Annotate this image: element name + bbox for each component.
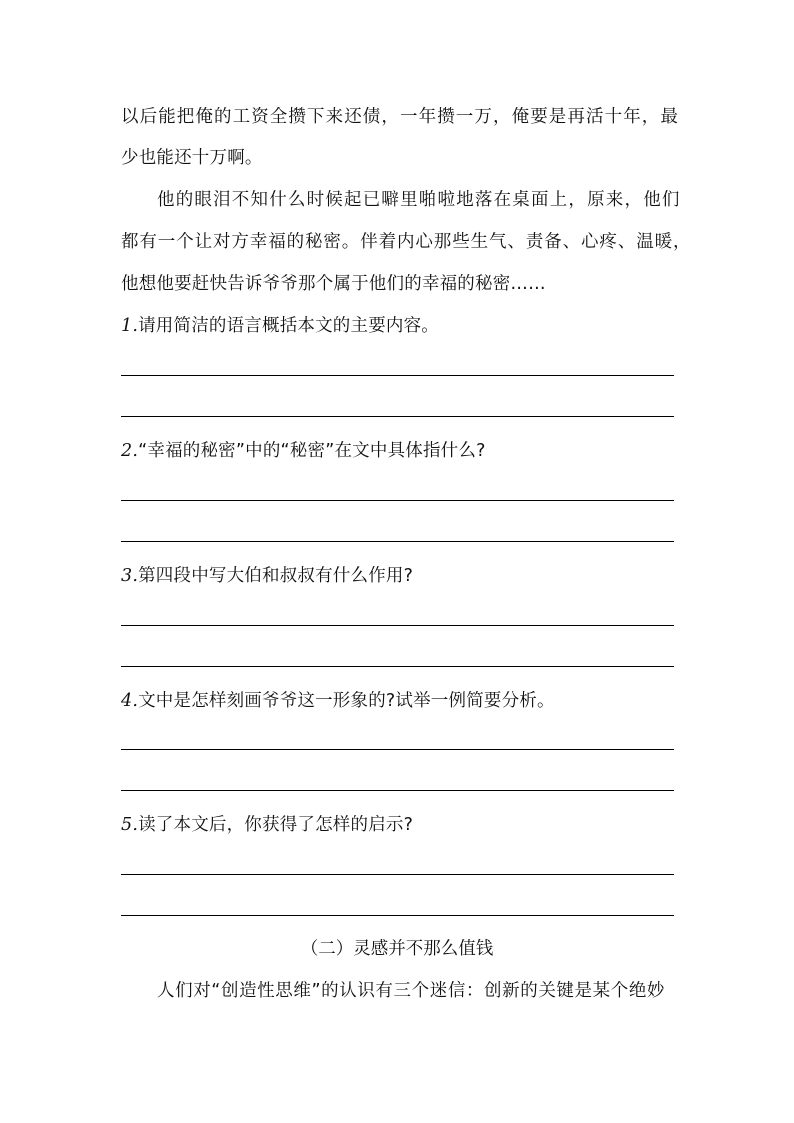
question-text: 文中是怎样刻画爷爷这一形象的?试举一例简要分析。 bbox=[138, 691, 555, 711]
passage-line bbox=[121, 105, 681, 129]
question-text: “幸福的秘密”中的“秘密”在文中具体指什么? bbox=[138, 441, 486, 461]
question-number: 2. bbox=[121, 441, 139, 461]
question-number: 5. bbox=[121, 815, 139, 835]
answer-line bbox=[121, 666, 674, 667]
answer-line bbox=[121, 790, 674, 791]
answer-line bbox=[121, 749, 674, 750]
question-4 bbox=[121, 689, 681, 713]
answer-line bbox=[121, 625, 674, 626]
answer-line bbox=[121, 541, 674, 542]
question-number: 4. bbox=[121, 691, 139, 711]
answer-line bbox=[121, 416, 674, 417]
question-2 bbox=[121, 439, 681, 463]
answer-line bbox=[121, 375, 674, 376]
answer-line bbox=[121, 500, 674, 501]
question-3 bbox=[121, 564, 681, 588]
question-5 bbox=[121, 813, 681, 837]
passage-paragraph-start: 他的眼泪不知什么时候起已噼里啪啦地落在桌面上，原来，他们 bbox=[157, 190, 681, 210]
question-text: 第四段中写大伯和叔叔有什么作用? bbox=[138, 566, 414, 586]
passage-line: 他想他要赶快告诉爷爷那个属于他们的幸福的秘密…… bbox=[121, 274, 546, 294]
answer-line bbox=[121, 874, 674, 875]
passage-text: 以后能把俺的工资全攒下来还债，一年攒一万，俺要是再活十年，最 bbox=[121, 107, 679, 127]
question-number: 1. bbox=[121, 316, 139, 336]
question-number: 3. bbox=[121, 566, 139, 586]
passage-line: 少也能还十万啊。 bbox=[121, 148, 263, 168]
section-title: （二）灵感并不那么值钱 bbox=[300, 939, 494, 959]
section-first-line: 人们对“创造性思维”的认识有三个迷信：创新的关键是某个绝妙 bbox=[157, 981, 666, 1001]
question-text: 请用简洁的语言概括本文的主要内容。 bbox=[138, 316, 440, 336]
question-1 bbox=[121, 314, 681, 338]
passage-line: 都有一个让对方幸福的秘密。伴着内心那些生气、责备、心疼、温暖， bbox=[121, 232, 692, 252]
answer-line bbox=[121, 915, 674, 916]
question-text: 读了本文后，你获得了怎样的启示? bbox=[138, 815, 414, 835]
